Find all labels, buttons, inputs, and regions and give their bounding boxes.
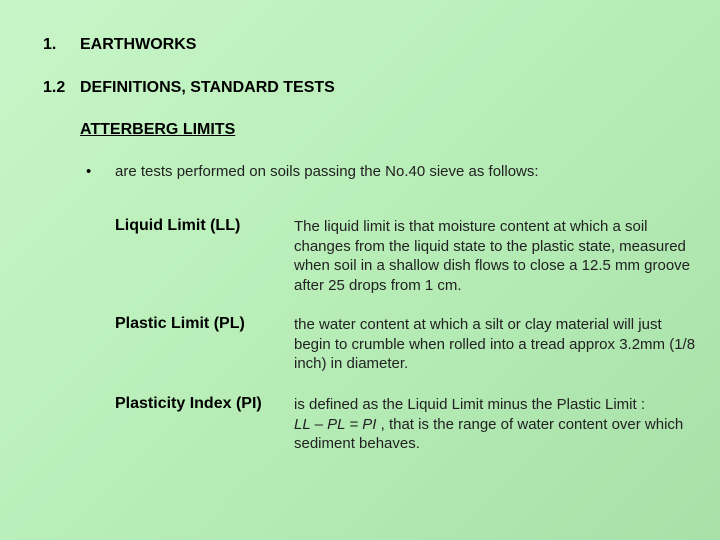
bullet-text: are tests performed on soils passing the No.40 sieve as follows: xyxy=(115,163,539,180)
topic-heading: ATTERBERG LIMITS xyxy=(80,121,236,138)
section-title: EARTHWORKS xyxy=(80,36,197,53)
section-number: 1. xyxy=(43,36,57,53)
definition-plasticity-index xyxy=(294,395,699,454)
subsection-title: DEFINITIONS, STANDARD TESTS xyxy=(80,79,335,96)
term-plasticity-index: Plasticity Index (PI) xyxy=(115,395,262,412)
definition-plastic-limit: the water content at which a silt or clay material will just begin to crumble when rolled into a tread approx 3.2mm (1/8 inch) in diameter. xyxy=(294,316,696,372)
bullet-icon: • xyxy=(86,163,92,180)
subsection-number: 1.2 xyxy=(43,79,66,96)
definition-liquid-limit: The liquid limit is that moisture content at which a soil changes from the liquid state to the plastic state, measured when soil in a shallow dish flows to close a 12.5 mm groove after 25 drops from 1 cm. xyxy=(294,218,691,294)
definition-text-before: is defined as the Liquid Limit minus the Plastic Limit : xyxy=(294,396,645,413)
term-liquid-limit: Liquid Limit (LL) xyxy=(115,217,241,234)
definition-text-after: , that is the range of water content over which sediment behaves. xyxy=(294,415,684,452)
plasticity-formula: LL – PL = PI xyxy=(294,415,377,433)
term-plastic-limit: Plastic Limit (PL) xyxy=(115,315,245,332)
